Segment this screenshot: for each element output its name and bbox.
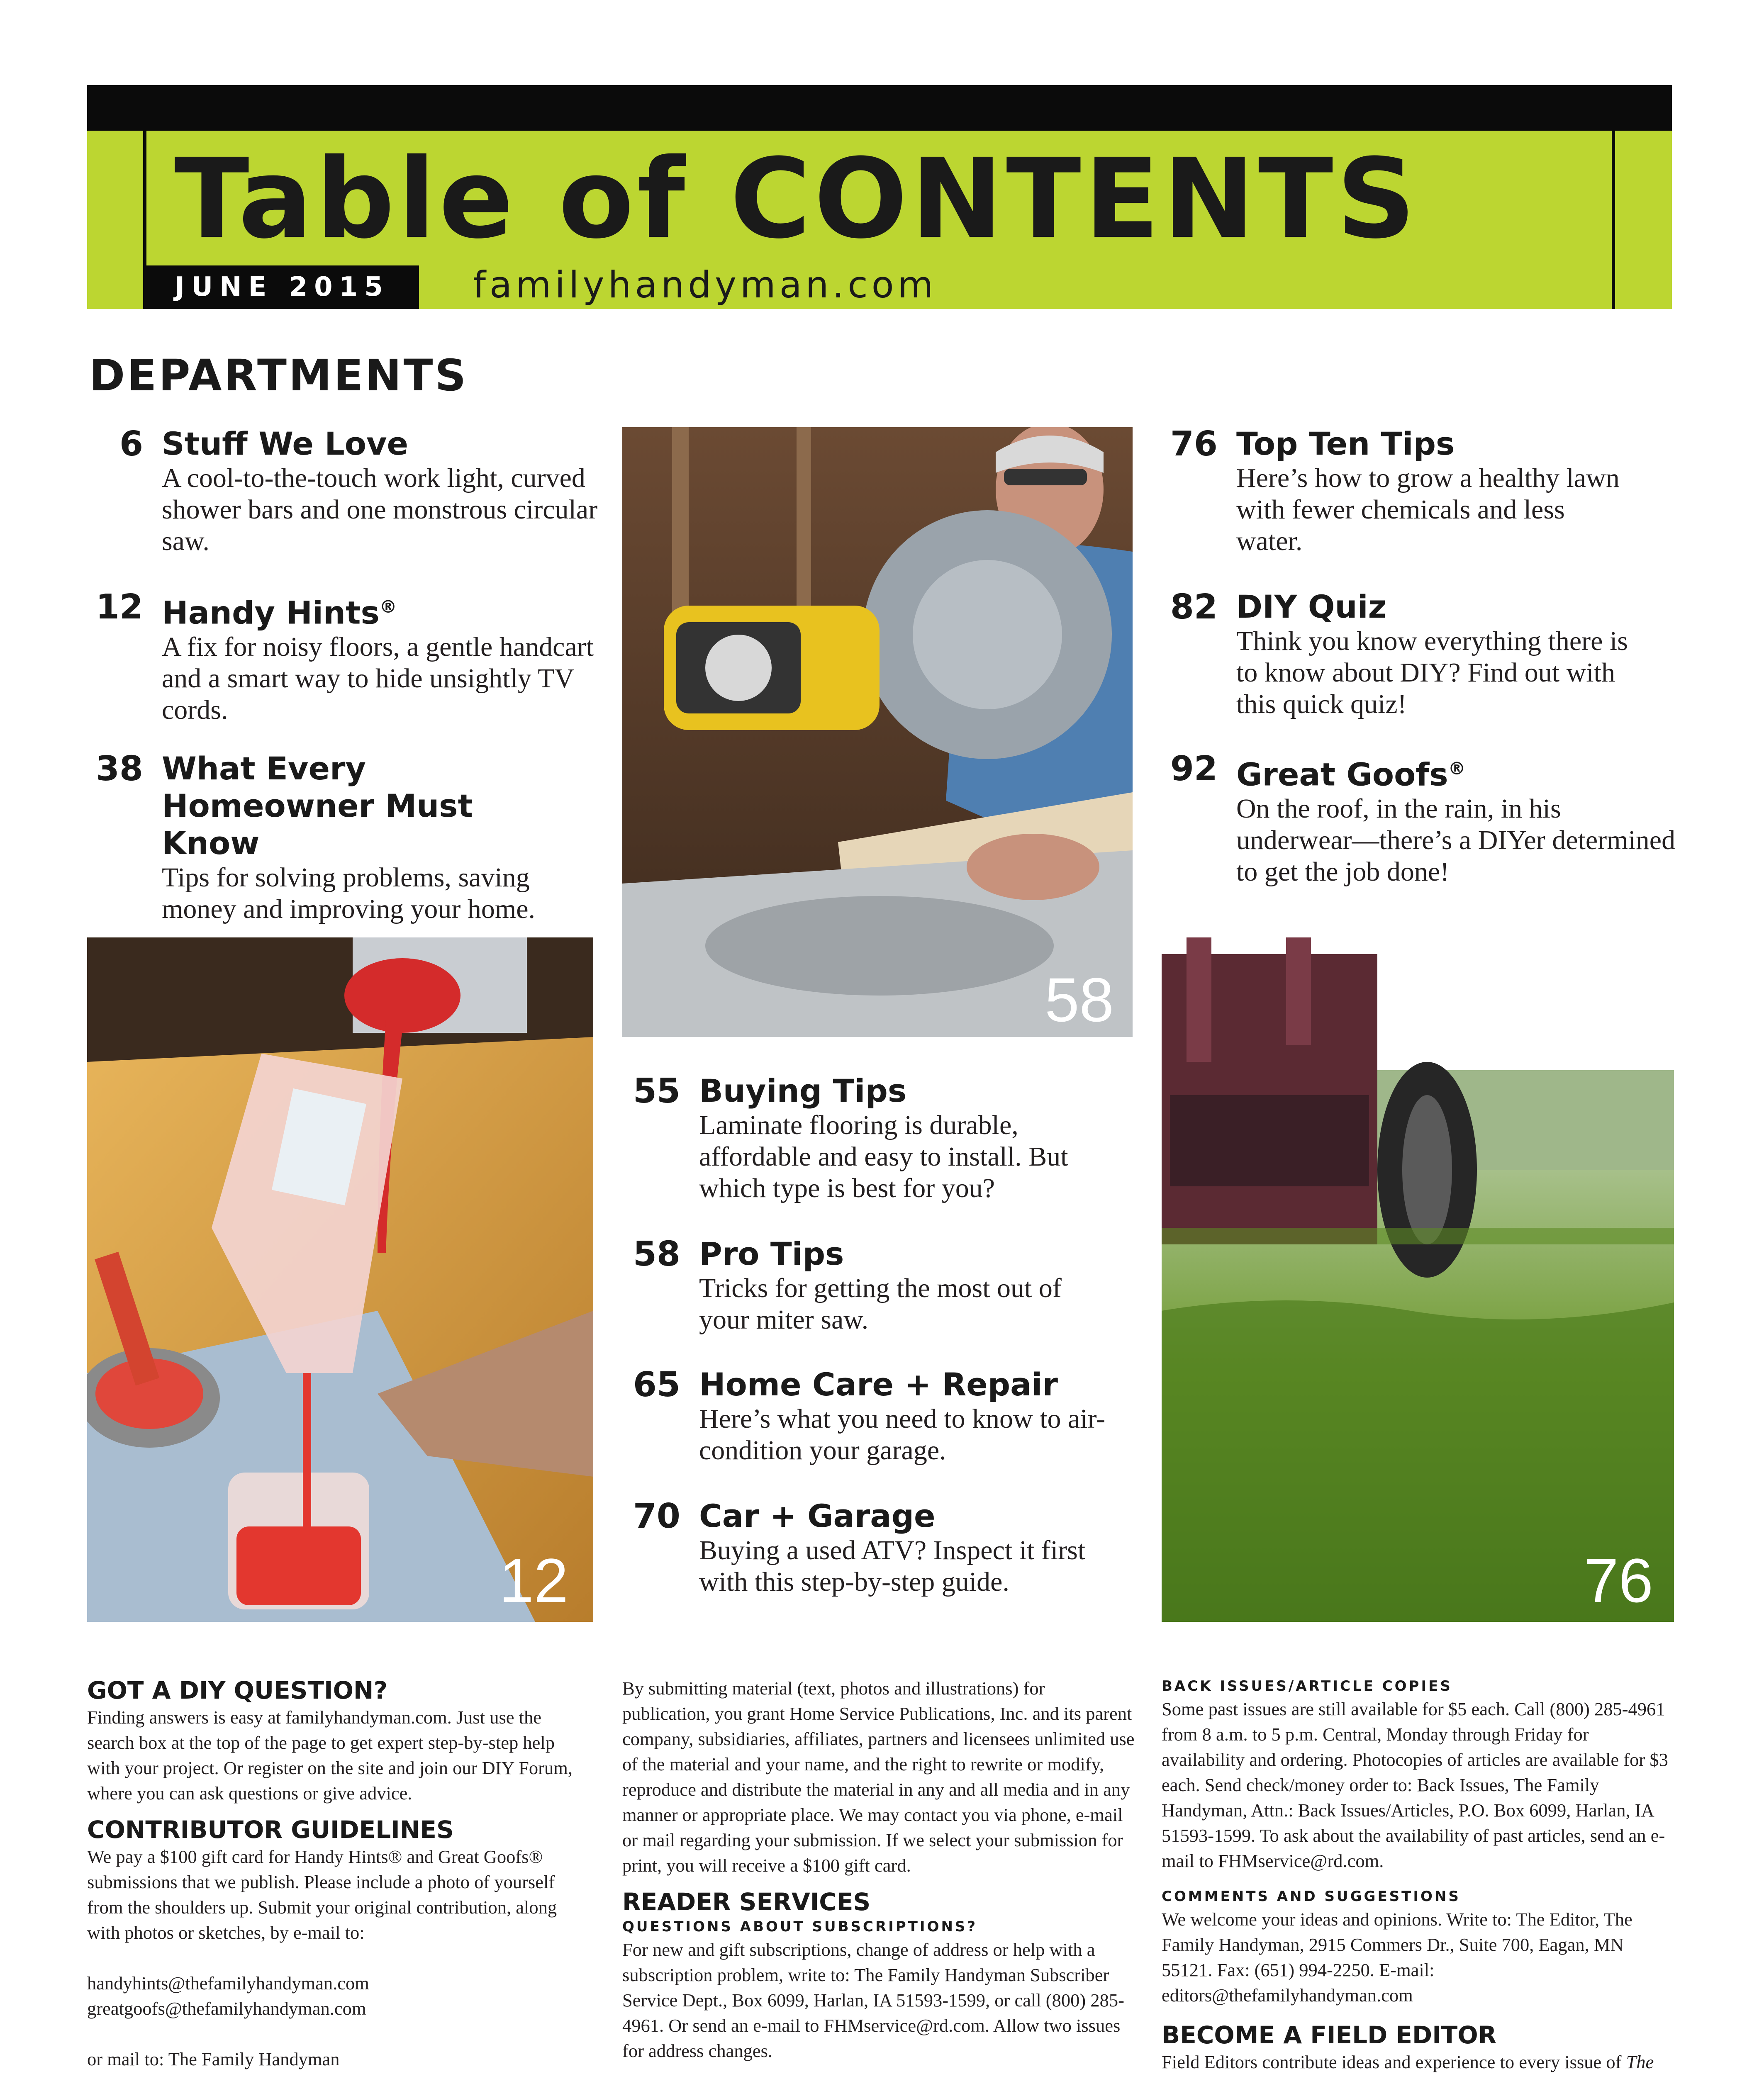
- entry-description: Tricks for getting the most out of your miter saw.: [699, 1273, 1062, 1335]
- info-column-middle: [622, 1676, 1135, 2074]
- header-top-bar: [87, 85, 1672, 131]
- toc-entry[interactable]: [610, 1497, 1137, 1598]
- page-number: 76: [1170, 424, 1218, 464]
- departments-heading: DEPARTMENTS: [89, 350, 468, 401]
- page-number: 82: [1170, 587, 1218, 627]
- toc-entry[interactable]: [610, 1072, 1137, 1204]
- info-column-right: [1162, 1676, 1674, 2074]
- contributor-text: We pay a $100 gift card for Handy Hints® and Great Goofs® submissions that we publish. Please include a photo of yourself from the shoulders up. Submit your original contribution, along with photos or sketches, by e-mail to:: [87, 1846, 557, 1943]
- diy-question-text: Finding answers is easy at familyhandyman.com. Just use the search box at the top of the page to get expert step-by-step help with your project. Or register on the site and join our DIY Forum, where you can ask questions or give advice.: [87, 1707, 573, 1804]
- entry-title: Top Ten Tips: [1236, 425, 1455, 462]
- issue-date: JUNE 2015: [145, 265, 419, 309]
- photo-page-label: 12: [499, 1546, 568, 1615]
- handy-hints-email[interactable]: handyhints@thefamilyhandyman.com: [87, 1973, 369, 1994]
- website-link[interactable]: familyhandyman.com: [473, 263, 937, 306]
- entry-description: Here’s what you need to know to air-condition your garage.: [699, 1404, 1106, 1465]
- entry-description: Tips for solving problems, saving money and improving your home.: [162, 862, 536, 924]
- page-number: 70: [633, 1497, 680, 1536]
- toc-entry[interactable]: [1147, 588, 1678, 720]
- entry-description: A fix for noisy floors, a gentle handcart and a smart way to hide unsightly TV cords.: [162, 632, 594, 725]
- toc-entry[interactable]: [1147, 750, 1682, 888]
- great-goofs-email[interactable]: greatgoofs@thefamilyhandyman.com: [87, 1998, 366, 2019]
- entry-title: Stuff We Love: [162, 425, 409, 462]
- miter-saw-photo[interactable]: [622, 427, 1133, 1037]
- entry-description: Buying a used ATV? Inspect it first with this step-by-step guide.: [699, 1535, 1086, 1597]
- miter-saw-illustration: [622, 427, 1133, 1037]
- photo-page-label: 58: [1045, 965, 1114, 1035]
- rights-text: By submitting material (text, photos and illustrations) for publication, you grant Home Service Publications, Inc. and its parent company, subsidiaries, affiliates, partners and licensees unlimited use of the material and your name, and the right to rewrite or modify, reproduce and distribute the material in any and all media and in any manner or appropriate place. We may contact you via phone, e-mail or mail regarding your submission. If we select your submission for print, you will receive a $100 gift card.: [622, 1678, 1135, 1876]
- info-column-left: [87, 1676, 591, 2074]
- lawn-mower-photo[interactable]: [1162, 937, 1674, 1622]
- entry-title: Home Care + Repair: [699, 1366, 1058, 1403]
- paint-pouring-illustration: [87, 937, 593, 1622]
- field-editor-text: Field Editors contribute ideas and experience to every issue of The: [1162, 2052, 1654, 2072]
- entry-title: Handy Hints®: [162, 594, 397, 631]
- toc-entry[interactable]: [73, 425, 599, 557]
- page-number: 38: [95, 749, 143, 789]
- entry-title: What Every Homeowner Must Know: [162, 750, 473, 862]
- toc-entry[interactable]: [610, 1235, 1137, 1336]
- photo-page-label: 76: [1584, 1546, 1653, 1615]
- toc-entry[interactable]: [610, 1366, 1137, 1466]
- subscriptions-subheading: QUESTIONS ABOUT SUBSCRIPTIONS?: [622, 1918, 978, 1935]
- reader-services-heading: READER SERVICES: [622, 1888, 871, 1916]
- field-editor-heading: BECOME A FIELD EDITOR: [1162, 2021, 1497, 2049]
- page-number: 6: [119, 424, 143, 464]
- toc-entry[interactable]: [73, 750, 599, 925]
- entry-description: On the roof, in the rain, in his underwear—there’s a DIYer determined to get the job done!: [1236, 794, 1676, 887]
- entry-description: Laminate flooring is durable, affordable and easy to install. But which type is best for you?: [699, 1110, 1068, 1203]
- back-issues-text: Some past issues are still available for $5 each. Call (800) 285-4961 from 8 a.m. to 5 p.m. Central, Monday through Friday for availability and ordering. Photocopies of articles are available for $3 each. Send check/money order to: Back Issues, The Family Handyman, Attn.: Back Issues/Articles, P.O. Box 6099, Harlan, IA 51593-1599. To ask about the availability of past articles, send an e-mail to FHMservice@rd.com.: [1162, 1699, 1668, 1871]
- entry-title: Car + Garage: [699, 1497, 936, 1534]
- entry-description: Think you know everything there is to know about DIY? Find out with this quick quiz!: [1236, 626, 1628, 719]
- header-rule-right: [1612, 85, 1615, 309]
- entry-description: A cool-to-the-touch work light, curved shower bars and one monstrous circular saw.: [162, 463, 598, 556]
- entry-title: Buying Tips: [699, 1072, 907, 1109]
- paint-pouring-photo[interactable]: [87, 937, 593, 1622]
- lawn-mower-illustration: [1162, 937, 1674, 1622]
- diy-question-heading: GOT A DIY QUESTION?: [87, 1676, 388, 1704]
- contributor-heading: CONTRIBUTOR GUIDELINES: [87, 1816, 454, 1844]
- back-issues-heading: BACK ISSUES/ARTICLE COPIES: [1162, 1678, 1452, 1694]
- mail-line: or mail to: The Family Handyman: [87, 2049, 340, 2069]
- page-title: Table of CONTENTS: [174, 135, 1419, 263]
- entry-title: Great Goofs®: [1236, 756, 1466, 793]
- toc-entry[interactable]: [73, 588, 599, 726]
- mail-address: [87, 2072, 591, 2074]
- comments-heading: COMMENTS AND SUGGESTIONS: [1162, 1888, 1461, 1905]
- page-number: 92: [1170, 749, 1218, 789]
- entry-title: Pro Tips: [699, 1235, 844, 1272]
- page-number: 58: [633, 1234, 680, 1274]
- page-number: 55: [633, 1071, 680, 1111]
- entry-description: Here’s how to grow a healthy lawn with fewer chemicals and less water.: [1236, 463, 1620, 556]
- entry-title: DIY Quiz: [1236, 588, 1386, 625]
- page-number: 65: [633, 1365, 680, 1405]
- comments-text: We welcome your ideas and opinions. Write to: The Editor, The Family Handyman, 2915 Commers Dr., Suite 700, Eagan, MN 55121. Fax: (651) 994-2250. E-mail: editors@thefamilyhandyman.com: [1162, 1909, 1632, 2006]
- subscriptions-text: For new and gift subscriptions, change of address or help with a subscription problem, write to: The Family Handyman Subscriber Service Dept., Box 6099, Harlan, IA 51593-1599, or call (800) 285-4961. Or send an e-mail to FHMservice@rd.com. Allow two issues for address changes.: [622, 1939, 1124, 2061]
- toc-entry[interactable]: [1147, 425, 1678, 557]
- page-number: 12: [95, 587, 143, 627]
